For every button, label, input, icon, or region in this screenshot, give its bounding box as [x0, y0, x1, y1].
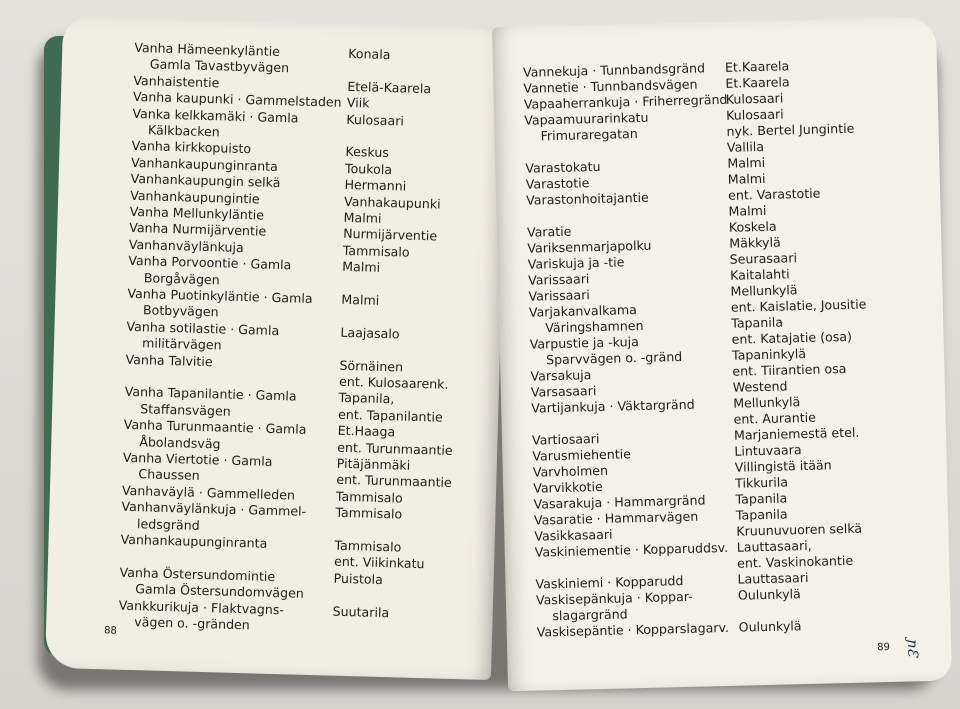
district-name: Oulunkylä — [737, 586, 801, 603]
street-name: Vanha kaupunki · Gammelstaden — [132, 89, 342, 110]
street-name: Varsakuja — [530, 367, 592, 384]
street-name: Vartijankuja · Väktargränd — [531, 396, 695, 416]
street-name: militärvägen — [141, 335, 222, 353]
district-name: Seurasaari — [729, 250, 798, 267]
entry-row — [54, 349, 500, 375]
entry-row — [58, 218, 504, 244]
district-name: Mäkkylä — [729, 234, 781, 251]
entry-row — [51, 464, 497, 491]
street-name: Vannekuja · Tunnbandsgränd — [522, 60, 706, 80]
district-name: Et.Kaarela — [725, 74, 790, 91]
street-name: ledsgränd — [136, 515, 200, 533]
street-name: Varpustie ja -kuja — [529, 334, 639, 352]
district-name: Marjaniemestä etel. — [733, 424, 860, 443]
street-name: Vanhankaupungintie — [130, 187, 260, 207]
district-name: ent. Viikinkatu — [333, 554, 425, 572]
district-name: Tapanila — [735, 490, 788, 507]
street-name: Vanha Östersundomintie — [119, 564, 276, 584]
street-name: Vanhaväylä · Gammelleden — [121, 482, 296, 503]
district-name: Malmi — [727, 154, 766, 171]
district-name: Tapaninkylä — [731, 345, 807, 363]
street-name: Vasarakuja · Hammargränd — [533, 492, 706, 512]
street-name: Vanha Puotinkyläntie · Gamla — [127, 285, 313, 306]
street-name: Vanha Mellunkyläntie — [129, 203, 265, 223]
page-number-right: 89 — [877, 641, 891, 654]
district-name: ent. Aurantie — [733, 409, 817, 427]
street-name: Staffansvägen — [140, 401, 231, 419]
district-name: ent. Turunmaantie — [336, 472, 452, 491]
district-name: Tammisalo — [335, 504, 403, 522]
district-name: Koskela — [728, 218, 777, 235]
street-name: Vasikkasaari — [534, 526, 613, 544]
street-name: Vanha Nurmijärventie — [129, 220, 267, 240]
street-name: Åbolandsväg — [139, 433, 221, 452]
district-name: Kruunuvuoren selkä — [736, 520, 863, 539]
district-name: Laajasalo — [340, 324, 400, 342]
entry-row — [62, 54, 508, 76]
district-name: Tammisalo — [335, 488, 403, 506]
entry-row — [48, 546, 494, 572]
district-name: Malmi — [343, 209, 382, 226]
street-name: Vanhankaupunginranta — [130, 154, 279, 174]
street-name: Frimuraregatan — [540, 125, 638, 144]
district-name: Tammisalo — [334, 537, 402, 555]
entry-row — [505, 567, 949, 592]
district-name: ent. Tiirantien osa — [732, 360, 847, 379]
district-name: ent. Vaskinokantie — [736, 552, 854, 571]
district-name: Tammisalo — [342, 242, 410, 260]
entry-row — [49, 530, 495, 555]
street-name: Väringshamnen — [545, 317, 644, 336]
district-name: ent. Kaislatie, Jousitie — [730, 296, 867, 315]
street-name: Varissaari — [528, 287, 590, 304]
street-name: Botbyvägen — [142, 302, 219, 320]
street-name: Variksenmarjapolku — [527, 237, 652, 256]
left-page — [45, 16, 509, 680]
entry-row — [61, 87, 507, 111]
entry-row — [59, 153, 505, 177]
district-name: Puistola — [333, 570, 384, 587]
street-name: Varsasaari — [530, 383, 597, 400]
street-name: Vanhanväylänkuja — [128, 236, 244, 255]
street-name: Vanka kelkkamäki · Gamla — [132, 105, 299, 126]
district-name: Malmi — [728, 202, 767, 219]
district-name: Tapanila — [731, 314, 784, 331]
district-name: Nurmijärventie — [343, 226, 438, 244]
street-name: Variskuja ja -tie — [527, 254, 625, 272]
street-name: Vanhanväylänkuja · Gammel- — [121, 498, 307, 520]
district-name: Et.Kaarela — [724, 58, 790, 75]
street-name: Varusmiehentie — [532, 446, 632, 464]
street-name: Varastotie — [525, 175, 590, 192]
street-name: Varvikkotie — [533, 478, 603, 496]
district-name: Malmi — [727, 170, 766, 187]
street-name: Vannetie · Tunnbandsvägen — [523, 76, 698, 96]
street-name: Vaskisepänkuja · Koppar- — [535, 588, 693, 608]
street-name: Vapaamuurarinkatu — [524, 109, 649, 128]
entry-row — [502, 423, 946, 448]
page-number-left: 88 — [103, 625, 117, 637]
street-name: Vanha kirkkopuisto — [131, 138, 252, 157]
street-name: Vanha Talvitie — [125, 351, 213, 369]
district-name: Westend — [732, 378, 788, 395]
district-name: Suutarila — [332, 603, 390, 620]
district-name: Etelä-Kaarela — [347, 78, 432, 96]
district-name: Konala — [348, 45, 391, 63]
entry-row — [58, 185, 504, 212]
handwritten-mark: ɲƐ — [903, 639, 920, 657]
district-name: ent. Katajatie (osa) — [731, 328, 853, 347]
street-name: Vanha Porvoontie · Gamla — [128, 253, 292, 273]
district-name: Sörnäinen — [339, 357, 404, 375]
district-name: Tapanila — [735, 506, 788, 523]
street-name: Vaskisepäntie · Kopparslagarv. — [536, 619, 730, 640]
entry-row — [53, 366, 499, 392]
district-name: Lauttasaari — [737, 569, 809, 587]
street-name: Varastokatu — [525, 158, 601, 176]
entry-row — [60, 136, 506, 161]
district-name: Kulosaari — [725, 90, 784, 107]
street-name: Vanha Tapanilantie · Gamla — [124, 384, 297, 404]
entry-row — [57, 251, 503, 276]
district-name: Keskus — [345, 144, 390, 161]
district-name: Lintuvaara — [734, 442, 802, 459]
street-name: Vanha Viertotie · Gamla — [122, 449, 273, 469]
street-name: Vaskiniementie · Kopparuddsv. — [534, 539, 729, 560]
street-name: vägen o. -gränden — [134, 614, 250, 633]
street-name: Kälkbacken — [147, 122, 220, 140]
entry-row — [493, 55, 937, 80]
district-name: Lauttasaari, — [736, 537, 812, 555]
district-name: Malmi — [342, 258, 381, 276]
district-name: Pitäjänmäki — [336, 455, 411, 473]
street-name: Borgåvägen — [143, 269, 221, 287]
district-name: Kulosaari — [725, 106, 784, 123]
street-name: Gamla Tavastbyvägen — [149, 56, 290, 76]
street-name: Vankkurikuja · Flaktvagns- — [118, 597, 285, 617]
district-name: ent. Turunmaantie — [337, 439, 453, 458]
right-page — [492, 17, 952, 692]
district-name: nyk. Bertel Jungintie — [726, 120, 855, 139]
district-name: Malmi — [341, 291, 380, 308]
street-name: Varatie — [526, 223, 572, 240]
district-name: Tikkurila — [734, 474, 789, 491]
district-name: Kaitalahti — [729, 266, 790, 283]
entry-row — [63, 38, 509, 63]
district-name: Et.Haaga — [337, 422, 396, 440]
street-name: Vapaaherrankuja · Friherregränd — [523, 91, 728, 112]
street-name: slagargränd — [552, 606, 628, 624]
street-name: Vanhaistentie — [133, 72, 220, 91]
street-name: Vanhankaupunginranta — [120, 531, 268, 551]
entry-row — [48, 562, 494, 587]
district-name: Kulosaari — [346, 111, 405, 129]
street-name: Varastonhoitajantie — [526, 189, 650, 208]
district-name: Viik — [346, 95, 370, 111]
street-name: Vanha Turunmaantie · Gamla — [123, 416, 307, 438]
district-name: Tapanila, — [338, 390, 395, 407]
district-name: Hermanni — [344, 177, 407, 194]
entry-row — [495, 151, 939, 176]
district-name: ent. Varastotie — [727, 185, 821, 203]
street-name: Vartiosaari — [531, 431, 600, 448]
district-name: ent. Tapanilantie — [337, 406, 443, 425]
street-name: Varjakanvalkama — [528, 302, 638, 320]
district-name: Toukola — [344, 160, 393, 177]
district-name: Vallila — [726, 138, 765, 155]
district-name: ent. Kulosaarenk. — [338, 373, 449, 392]
district-name: Villingistä itään — [734, 457, 832, 475]
entry-row — [56, 284, 502, 308]
street-name: Gamla Östersundomvägen — [135, 581, 305, 602]
street-name: Chaussen — [138, 466, 200, 484]
street-name: Vanhankaupungin selkä — [130, 171, 281, 191]
entry-row — [55, 317, 501, 342]
entry-row — [497, 215, 941, 240]
district-name: Mellunkylä — [730, 282, 798, 299]
street-name: Varissaari — [527, 271, 590, 288]
street-name: Sparvvägen o. -gränd — [545, 348, 683, 368]
district-name: Mellunkylä — [733, 394, 801, 411]
street-name: Varvholmen — [532, 462, 609, 480]
street-name: Vaskiniemi · Kopparudd — [535, 573, 684, 592]
district-name: Oulunkylä — [738, 618, 802, 635]
entry-row — [59, 169, 505, 194]
street-name: Vanha Hämeenkyläntie — [134, 39, 281, 59]
street-name: Vasaratie · Hammarvägen — [533, 508, 699, 528]
street-name: Vanha sotilastie · Gamla — [126, 318, 280, 338]
district-name: Vanhakaupunki — [343, 193, 441, 212]
